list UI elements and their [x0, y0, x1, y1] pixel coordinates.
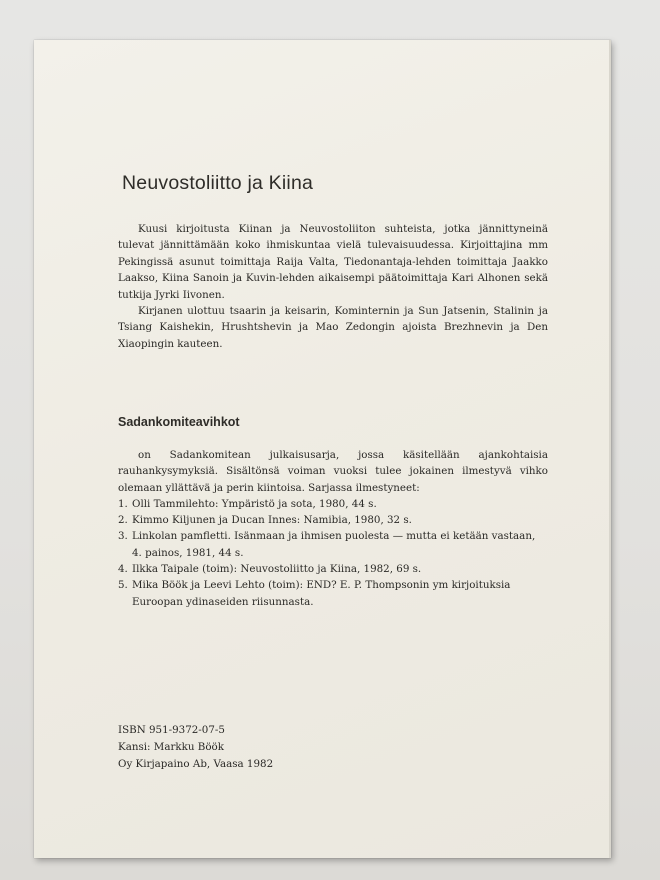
- list-item: [118, 528, 548, 561]
- list-item: [118, 577, 548, 610]
- list-item-number: 2.: [118, 514, 128, 527]
- printer: Oy Kirjapaino Ab, Vaasa 1982: [118, 758, 274, 770]
- intro-paragraph-1: Kuusi kirjoitusta Kiinan ja Neuvostoliiton suhteista, jotka jännittyneinä tulevat jännittämään koko ihmiskuntaa vielä tulevaisuudessa. Kirjoittajina mm Pekingissä asunut toimittaja Raija Valta, Tiedonantaja-lehden toimittaja Jaakko Laakso, Kiina Sanoin ja Kuvin-lehden aikaisempi päätoimittaja Kari Alhonen sekä tutkija Jyrki Iivonen.: [118, 223, 548, 301]
- list-item-text: Olli Tammilehto: Ympäristö ja sota, 1980, 44 s.: [132, 497, 377, 510]
- book-title: Neuvostoliitto ja Kiina: [122, 172, 314, 194]
- list-item-number: 1.: [118, 497, 128, 510]
- list-item-text: Linkolan pamfletti. Isänmaan ja ihmisen puolesta — mutta ei ketään vastaan, 4. painos, 1981, 44 s.: [132, 530, 536, 559]
- colophon: [118, 722, 273, 773]
- series-title: Sadankomiteavihkot: [118, 415, 240, 429]
- intro-text: [118, 221, 548, 352]
- list-item: [118, 512, 548, 528]
- series-section: [118, 447, 548, 610]
- list-item-text: Ilkka Taipale (toim): Neuvostoliitto ja Kiina, 1982, 69 s.: [132, 563, 422, 576]
- list-item-text: Mika Böök ja Leevi Lehto (toim): END? E. P. Thompsonin ym kirjoituksia Euroopan ydinaseiden riisunnasta.: [132, 579, 511, 608]
- list-item-number: 4.: [118, 563, 128, 576]
- list-item: [118, 496, 548, 512]
- list-item-text: Kimmo Kiljunen ja Ducan Innes: Namibia, 1980, 32 s.: [132, 514, 412, 527]
- isbn: ISBN 951-9372-07-5: [118, 724, 225, 736]
- list-item-number: 5.: [118, 579, 128, 592]
- series-list: [118, 496, 548, 610]
- series-description: on Sadankomitean julkaisusarja, jossa käsitellään ajankohtaisia rauhankysymyksiä. Sisältönsä voiman vuoksi tulee jokainen ilmestyvä vihko olemaan yllättävä ja perin kiintoisa. Sarjassa ilmestyneet:: [118, 449, 548, 494]
- intro-paragraph-2: Kirjanen ulottuu tsaarin ja keisarin, Kominternin ja Sun Jatsenin, Stalinin ja Tsiang Kaishekin, Hrushtshevin ja Mao Zedongin ajoista Brezhnevin ja Den Xiaopingin kauteen.: [118, 305, 548, 350]
- list-item-number: 3.: [118, 530, 128, 543]
- cover-credit: Kansi: Markku Böök: [118, 741, 224, 753]
- list-item: [118, 561, 548, 577]
